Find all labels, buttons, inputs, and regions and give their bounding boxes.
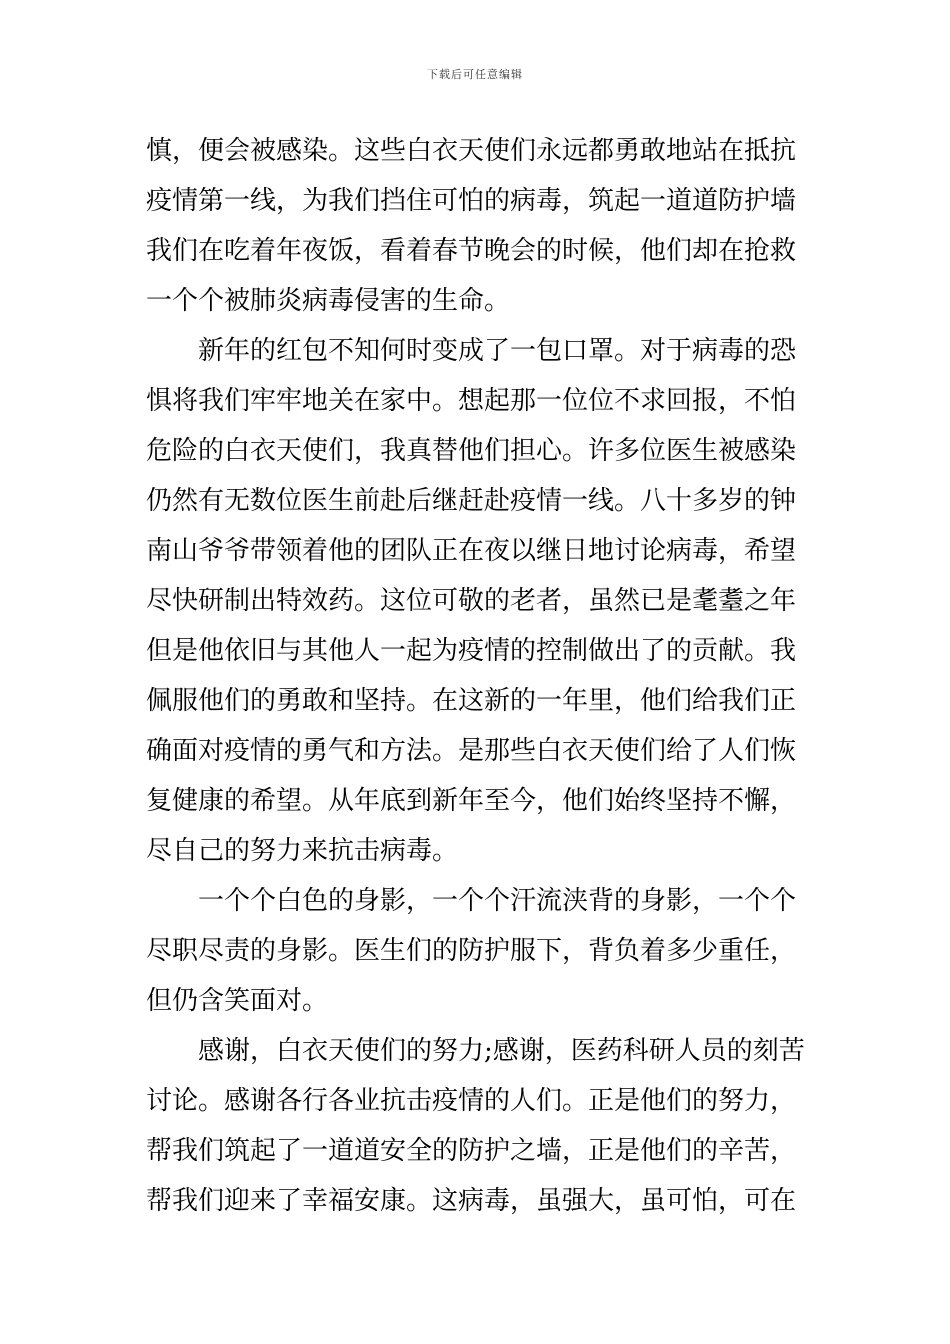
text-line: 复健康的希望。从年底到新年至今，他们始终坚持不懈， — [146, 786, 797, 816]
text-line: 疫情第一线，为我们挡住可怕的病毒，筑起一道道防护墙 — [146, 186, 797, 216]
text-line: 但是他依旧与其他人一起为疫情的控制做出了的贡献。我 — [146, 636, 797, 666]
text-line: 危险的白衣天使们，我真替他们担心。许多位医生被感染 — [146, 436, 797, 466]
text-line: 尽快研制出特效药。这位可敬的老者，虽然已是耄耋之年 — [146, 586, 797, 616]
text-line: 南山爷爷带领着他的团队正在夜以继日地讨论病毒，希望 — [146, 536, 797, 566]
header-note: 下载后可任意编辑 — [427, 68, 523, 81]
text-line: 讨论。感谢各行各业抗击疫情的人们。正是他们的努力， — [146, 1086, 797, 1116]
text-line: 确面对疫情的勇气和方法。是那些白衣天使们给了人们恢 — [146, 736, 797, 766]
text-line: 我们在吃着年夜饭，看着春节晚会的时候，他们却在抢救 — [146, 236, 797, 266]
text-line: 但仍含笑面对。 — [146, 986, 329, 1016]
text-line: 惧将我们牢牢地关在家中。想起那一位位不求回报，不怕 — [146, 386, 797, 416]
text-line: 帮我们筑起了一道道安全的防护之墙，正是他们的辛苦， — [146, 1136, 797, 1166]
paragraph-start-line: 新年的红包不知何时变成了一包口罩。对于病毒的恐 — [198, 336, 797, 366]
body-text — [146, 126, 812, 1226]
text-line: 佩服他们的勇敢和坚持。在这新的一年里，他们给我们正 — [146, 686, 797, 716]
paragraph-start-line: 感谢，白衣天使们的努力;感谢，医药科研人员的刻苦 — [198, 1036, 805, 1066]
text-line: 仍然有无数位医生前赴后继赶赴疫情一线。八十多岁的钟 — [146, 486, 797, 516]
text-line: 慎，便会被感染。这些白衣天使们永远都勇敢地站在抵抗 — [146, 136, 797, 166]
text-line: 尽自己的努力来抗击病毒。 — [146, 836, 459, 866]
paragraph-start-line: 一个个白色的身影，一个个汗流浃背的身影，一个个 — [198, 886, 797, 916]
text-line: 尽职尽责的身影。医生们的防护服下，背负着多少重任， — [146, 936, 797, 966]
text-line: 一个个被肺炎病毒侵害的生命。 — [146, 286, 511, 316]
text-line: 帮我们迎来了幸福安康。这病毒，虽强大，虽可怕，可在 — [146, 1186, 797, 1216]
